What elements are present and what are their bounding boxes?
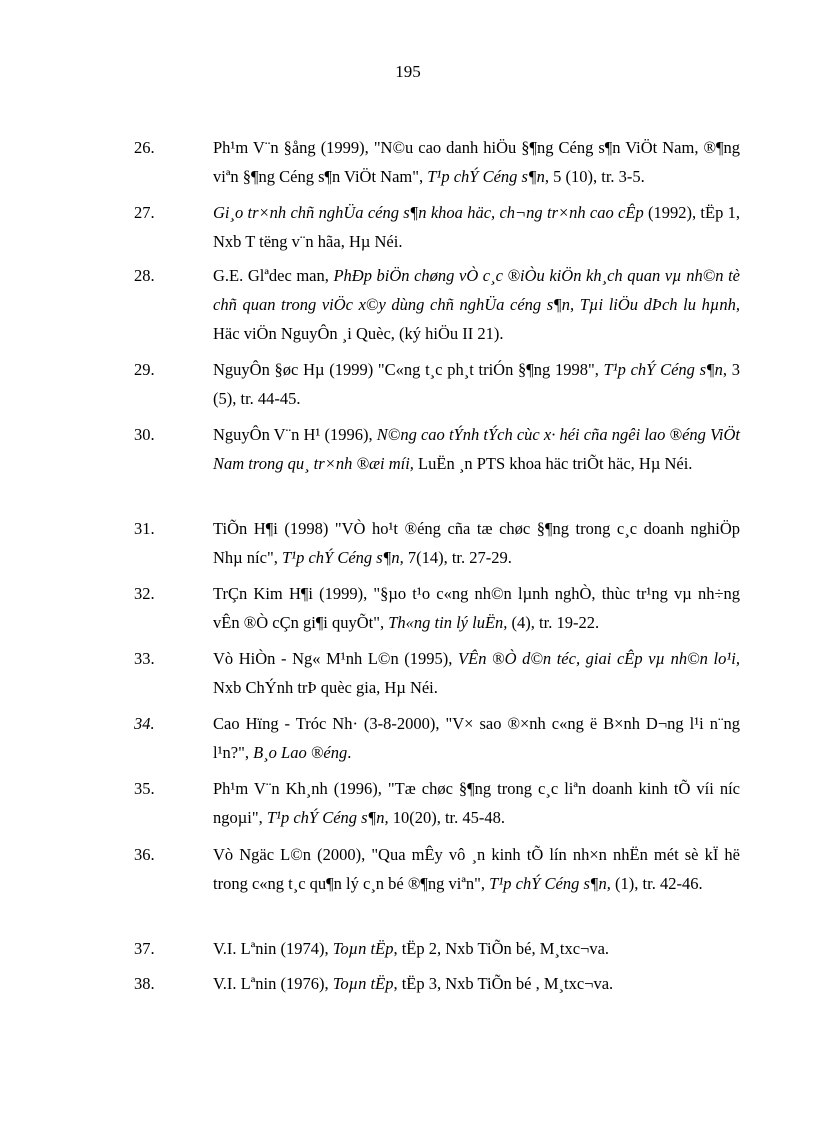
reference-text <box>213 840 740 898</box>
reference-title-italic: T¹p chÝ Céng s¶n, <box>489 874 611 893</box>
reference-number: 37. <box>134 939 155 958</box>
reference-number: 30. <box>134 425 155 444</box>
reference-item <box>134 420 740 478</box>
reference-item <box>134 969 740 998</box>
reference-item <box>134 355 740 413</box>
reference-number: 31. <box>134 519 155 538</box>
reference-segment: Vò HiÒn - Ng« M¹nh L©n (1995), <box>213 649 459 668</box>
reference-number: 33. <box>134 649 155 668</box>
reference-item <box>134 198 740 256</box>
reference-number: 26. <box>134 138 155 157</box>
reference-item <box>134 774 740 832</box>
reference-segment: G.E. Glªdec man, <box>213 266 334 285</box>
reference-item <box>134 709 740 767</box>
reference-text <box>213 934 740 963</box>
reference-segment: (4), tr. 19-22. <box>507 613 600 632</box>
reference-item <box>134 514 740 572</box>
reference-segment: TiÕn H¶i (1998) "VÒ ho¹t ®éng cña tæ chøc §¶ng trong c¸c doanh nghiÖp Nhµ níc", <box>213 519 740 567</box>
reference-text <box>213 355 740 413</box>
reference-segment: NguyÔn §øc Hµ (1999) "C«ng t¸c ph¸t triÓn §¶ng 1998", <box>213 360 604 379</box>
reference-text <box>213 514 740 572</box>
reference-item <box>134 840 740 898</box>
page-number: 195 <box>395 62 421 81</box>
reference-title-italic: Th«ng tin lý luËn, <box>388 613 508 632</box>
reference-number: 28. <box>134 266 155 285</box>
reference-segment: Vò Ngäc L©n (2000), "Qua mÊy vô ¸n kinh tÕ lín nh×n nhËn mét sè kÏ hë trong c«ng t¸c qu¶n lý c¸n bé ®¶ng viªn", <box>213 845 740 893</box>
reference-segment: Häc viÖn NguyÔn ¸i Quèc, (ký hiÖu II 21). <box>213 324 504 343</box>
reference-segment: , tËp 3, Nxb TiÕn bé , M¸txc¬va. <box>393 974 614 993</box>
reference-segment: . <box>347 743 352 762</box>
reference-text <box>213 969 740 998</box>
reference-segment: Ph¹m V¨n §ång (1999), "N©u cao danh hiÖu §¶ng Céng s¶n ViÖt Nam, ®¶ng viªn §¶ng Céng s¶n ViÖt Nam", <box>213 138 740 186</box>
reference-number: 34. <box>134 714 155 733</box>
reference-segment: , tËp 2, Nxb TiÕn bé, M¸txc¬va. <box>393 939 610 958</box>
reference-title-italic: T¹p chÝ Céng s¶n <box>427 167 545 186</box>
reference-text <box>213 133 740 191</box>
reference-text <box>213 774 740 832</box>
reference-segment: Nxb ChÝnh trÞ quèc gia, Hµ Néi. <box>213 678 438 697</box>
reference-number: 27. <box>134 203 155 222</box>
reference-title-italic: N©ng cao tÝnh tÝch cùc x· héi cña ngêi lao ®éng ViÖt Nam trong qu¸ tr×nh ®æi míi, <box>213 425 741 473</box>
reference-segment: LuËn ¸n PTS khoa häc triÕt häc, Hµ Néi. <box>413 454 693 473</box>
reference-item <box>134 644 740 702</box>
reference-segment: Ph¹m V¨n Kh¸nh (1996), "Tæ chøc §¶ng trong c¸c liªn doanh kinh tÕ víi níc ngoµi", <box>213 779 740 827</box>
reference-text <box>213 709 740 767</box>
reference-segment: NguyÔn V¨n H¹ (1996), <box>213 425 377 444</box>
reference-title-italic: T¹p chÝ Céng s¶n <box>603 360 723 379</box>
reference-number: 36. <box>134 845 155 864</box>
reference-segment: , 3 (5), tr. 44-45. <box>213 360 740 408</box>
reference-text <box>213 198 740 256</box>
reference-title-italic: T¹p chÝ Céng s¶n, <box>281 548 404 567</box>
reference-item <box>134 579 740 637</box>
reference-title-italic: VÊn ®Ò d©n téc, giai cÊp vµ nh©n lo¹i, <box>458 649 740 668</box>
reference-number: 38. <box>134 974 155 993</box>
reference-number: 29. <box>134 360 155 379</box>
reference-segment: V.I. Lªnin (1976), <box>213 974 333 993</box>
reference-text <box>213 420 740 478</box>
reference-segment: Cao Hïng - Tróc Nh· (3-8-2000), "V× sao ®×nh c«ng ë B×nh D¬ng l¹i n¨ng l¹n?", <box>213 714 740 762</box>
reference-segment: V.I. Lªnin (1974), <box>213 939 333 958</box>
reference-segment: , 5 (10), tr. 3-5. <box>544 167 645 186</box>
reference-segment: (1992), tËp 1, Nxb T tëng v¨n hãa, Hµ Néi. <box>213 203 740 251</box>
reference-item <box>134 133 740 191</box>
reference-item <box>134 934 740 963</box>
reference-title-italic: B¸o Lao ®éng <box>253 743 348 762</box>
reference-title-italic: Gi¸o tr×nh chñ nghÜa céng s¶n khoa häc, ch¬ng tr×nh cao cÊp <box>213 203 644 222</box>
reference-segment: TrÇn Kim H¶i (1999), "§µo t¹o c«ng nh©n lµnh nghÒ, thùc tr¹ng vµ nh÷ng vÊn ®Ò cÇn gi¶i quyÕt", <box>213 584 740 632</box>
reference-segment: (1), tr. 42-46. <box>610 874 703 893</box>
reference-number: 32. <box>134 584 155 603</box>
reference-title-italic: Toµn tËp <box>332 939 394 958</box>
reference-number: 35. <box>134 779 155 798</box>
reference-segment: 7(14), tr. 27-29. <box>403 548 512 567</box>
reference-text <box>213 261 740 348</box>
reference-title-italic: T¹p chÝ Céng s¶n, <box>266 808 389 827</box>
reference-text <box>213 579 740 637</box>
reference-title-italic: PhÐp biÖn chøng vÒ c¸c ®iÒu kiÖn kh¸ch quan vµ nh©n tè chñ quan trong viÖc x©y dùng chñ nghÜa céng s¶n, Tµi liÖu dÞch lu hµnh, <box>213 266 740 314</box>
reference-text <box>213 644 740 702</box>
reference-item <box>134 261 740 348</box>
reference-title-italic: Toµn tËp <box>332 974 394 993</box>
reference-segment: 10(20), tr. 45-48. <box>388 808 505 827</box>
